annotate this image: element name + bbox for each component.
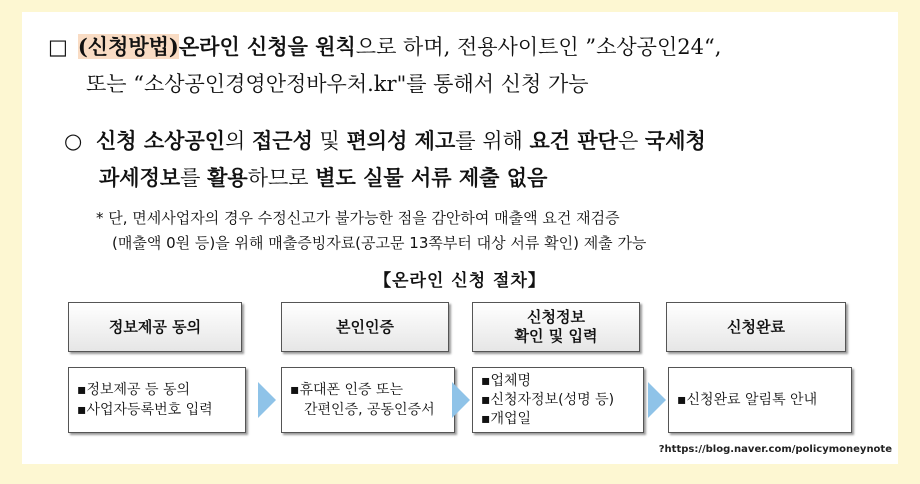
step-head-complete	[666, 302, 846, 352]
step-head-application-info	[472, 302, 640, 352]
step-item: ▪업체명	[481, 372, 532, 389]
step-head-consent	[68, 302, 242, 352]
circle-bullet-line-2	[99, 160, 889, 196]
document-card	[22, 12, 898, 464]
note-line-1: * 단, 면세사업자의 경우 수정신고가 불가능한 점을 감안하여 매출액 요건 재검증	[96, 209, 620, 227]
step-item: ▪사업자등록번호 입력	[77, 402, 213, 418]
text-connector: 및	[312, 129, 347, 153]
step-head-label-2: 확인 및 입력	[514, 327, 598, 345]
arrow-right-icon	[258, 382, 276, 418]
procedure-title: 【온라인 신청 절차】	[374, 271, 546, 291]
application-method-line-2: 또는 “소상공인경영안정바우처.kr"를 통해서 신청 가능	[86, 72, 589, 96]
phrase-tax-info: 과세정보	[99, 166, 181, 190]
step-item: ▪신청완료 알림톡 안내	[677, 392, 818, 408]
application-method-line	[48, 32, 888, 62]
phrase-eligibility: 요건 판단	[529, 129, 618, 153]
online-principle: 온라인 신청을 원칙	[178, 35, 356, 59]
text-connector: 하므로	[247, 166, 316, 190]
method-rest-text: 으로 하며, 전용사이트인 ”소상공인24“,	[355, 35, 722, 59]
phrase-applicant: 신청 소상공인	[96, 129, 226, 153]
step-head-label: 본인인증	[336, 317, 394, 336]
arrow-right-icon	[452, 382, 470, 418]
text-connector: 를	[180, 166, 208, 190]
step-item: 간편인증, 공동인증서	[304, 402, 435, 418]
step-body-identity	[281, 367, 455, 433]
method-label: (신청방법)	[77, 34, 179, 59]
circle-bullet-icon: ○	[64, 129, 83, 153]
step-body-complete	[668, 367, 852, 433]
phrase-convenience: 편의성 제고	[346, 129, 456, 153]
phrase-use: 활용	[207, 166, 248, 190]
checkbox-icon: □	[48, 35, 68, 59]
note-line-2: (매출액 0원 등)을 위해 매출증빙자료(공고문 13쪽부터 대상 서류 확인) 제출 가능	[112, 234, 647, 252]
step-body-application-info	[472, 367, 644, 433]
step-head-label: 신청완료	[727, 317, 785, 336]
text-connector: 의	[225, 129, 252, 153]
step-item: ▪개업일	[481, 410, 532, 427]
step-item: ▪신청자정보(성명 등)	[481, 391, 615, 408]
text-connector: 를 위해	[455, 129, 530, 153]
step-item: ▪정보제공 등 동의	[77, 382, 191, 398]
step-body-consent	[68, 367, 246, 433]
text-connector: 은	[617, 129, 645, 153]
step-head-identity	[281, 302, 449, 352]
circle-bullet-line-1	[64, 123, 894, 159]
step-head-label: 정보제공 동의	[108, 317, 202, 336]
phrase-accessibility: 접근성	[252, 129, 313, 153]
step-head-label: 신청정보	[527, 308, 585, 326]
step-item: ▪휴대폰 인증 또는	[290, 382, 404, 398]
phrase-no-documents: 별도 실물 서류 제출 없음	[315, 166, 548, 190]
phrase-nts: 국세청	[644, 129, 706, 153]
source-url: ?https://blog.naver.com/policymoneynote	[658, 444, 892, 455]
arrow-right-icon	[648, 382, 666, 418]
